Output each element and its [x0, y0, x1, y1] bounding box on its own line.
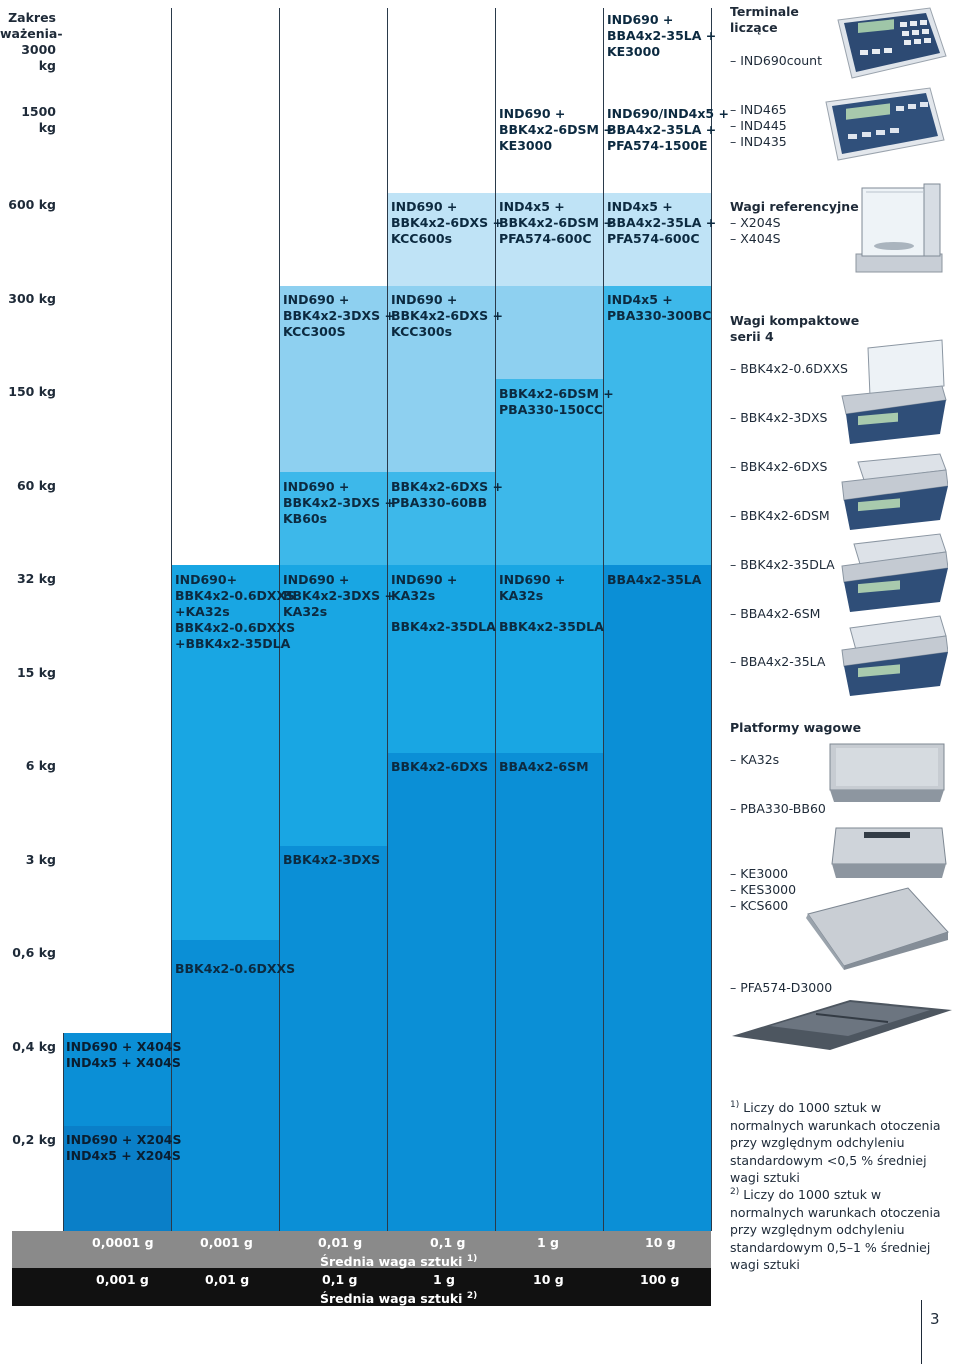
ref-title: Wagi referencyjne: [730, 199, 859, 214]
label-line: IND690 +: [283, 479, 350, 494]
label-col5-32: [499, 572, 565, 604]
compact-scale-large-image: [836, 532, 948, 612]
label-col6-300: [607, 292, 711, 324]
product-item: – BBK4x2-6DXS: [730, 459, 828, 474]
bench-platform-image: [826, 822, 948, 884]
col6-block-32: [603, 565, 711, 1231]
label-line: KB60s: [283, 511, 328, 526]
label-line: PFA574-1500E: [607, 138, 708, 153]
label-line: IND690 +: [499, 572, 566, 587]
label-line: BBK4x2-6DSM +: [499, 215, 614, 230]
label-col4-600: [391, 199, 503, 247]
footer-row1-label: [320, 1251, 477, 1270]
label-line: IND4x5 +: [607, 292, 673, 307]
label-line: IND690+: [175, 572, 238, 587]
footer-row2-val: 1 g: [433, 1272, 455, 1287]
label-line: +BBK4x2-35DLA: [175, 636, 291, 651]
label-line: IND690 +: [283, 292, 350, 307]
product-item: – KA32s: [730, 752, 780, 767]
label-line: IND690 + X404S: [66, 1039, 182, 1054]
column-divider: [711, 8, 712, 1231]
col5-block-6: [495, 753, 603, 1231]
capacity-1500: 1500 kg: [21, 104, 56, 135]
footnote-marker: 1): [730, 1100, 740, 1110]
terminal-ind4xx-image: [820, 84, 948, 162]
label-line: KA32s: [391, 588, 436, 603]
label-line: BBK4x2-0.6DXXS: [175, 588, 296, 603]
footnote-text: Liczy do 1000 sztuk w normalnych warunkach otoczenia przy względnym odchyleniu standardowym <0,5 % średniej wagi sztuki: [730, 1100, 941, 1186]
footer-row2-label: [320, 1288, 477, 1307]
label-line: BBK4x2-6DSM +: [499, 122, 614, 137]
label-line: PFA574-600C: [607, 231, 700, 246]
capacity-header: [0, 10, 63, 74]
footer-label-text: Średnia waga sztuki: [320, 1291, 463, 1307]
label-line: +KA32s: [175, 604, 230, 619]
section-heading: Wagi kompaktowe: [730, 313, 860, 328]
label-line: PBA330-60BB: [391, 495, 488, 510]
capacity-600: 600 kg: [8, 197, 56, 212]
label-line: IND690 +: [499, 106, 566, 121]
label-col5-150: [499, 386, 614, 418]
capacity-header-line: ważenia-: [0, 26, 63, 41]
label-line: BBK4x2-3DXS +: [283, 495, 395, 510]
label-col6-600: [607, 199, 716, 247]
capacity-15: 15 kg: [16, 665, 56, 680]
footer-row1-val: 0,0001 g: [92, 1235, 154, 1250]
capacity-0-2: 0,2 kg: [12, 1132, 56, 1147]
footer-row1-val: 0,001 g: [200, 1235, 253, 1250]
compact-scale-image: [836, 452, 948, 530]
label-line: BBK4x2-6DXS +: [391, 215, 503, 230]
footer-row2-val: 100 g: [640, 1272, 680, 1287]
product-item: – IND690count: [730, 53, 823, 68]
footer-row1-val: 10 g: [645, 1235, 676, 1250]
label-line: IND690 +: [391, 572, 458, 587]
product-item: – BBK4x2-35DLA: [730, 557, 835, 572]
label-line: IND4x5 +: [607, 199, 673, 214]
capacity-header-line: Zakres: [8, 10, 56, 25]
col3-block-3: [279, 846, 387, 1231]
label-line: BBK4x2-3DXS +: [283, 308, 395, 323]
label-line: BBK4x2-6DXS +: [391, 479, 503, 494]
footnote-marker: 2): [466, 1291, 478, 1301]
label-line: BBA4x2-35LA +: [607, 122, 717, 137]
compact-scale-draft-shield-image: [836, 334, 948, 446]
platform-title: Platformy wagowe: [730, 720, 862, 735]
label-line: BBK4x2-3DXS +: [283, 588, 395, 603]
label-line: BBA4x2-35LA +: [607, 215, 717, 230]
capacity-6: 6 kg: [25, 758, 56, 773]
label-col4-300: [391, 292, 503, 340]
footer-label-text: Średnia waga sztuki: [320, 1254, 463, 1270]
capacity-3: 3 kg: [25, 852, 56, 867]
footnote-1: [730, 1097, 956, 1187]
pallet-scale-image: [730, 996, 956, 1052]
label-line: IND4x5 + X204S: [66, 1148, 181, 1163]
page-number-divider: [921, 1300, 922, 1364]
product-item: – KE3000: [730, 866, 789, 881]
product-item: – BBK4x2-6DSM: [730, 508, 830, 523]
label-line: KCC600s: [391, 231, 453, 246]
label-line: PBA330-300BC: [607, 308, 712, 323]
floor-scale-image: [804, 884, 950, 970]
compact-scale-bench-image: [836, 614, 948, 696]
product-item: – IND445: [730, 118, 787, 133]
capacity-150: 150 kg: [8, 384, 56, 399]
product-item: – BBA4x2-35LA: [730, 654, 826, 669]
footer-row2-val: 0,001 g: [96, 1272, 149, 1287]
label-line: BBA4x2-35LA +: [607, 28, 717, 43]
section-heading: serii 4: [730, 329, 774, 344]
label-col4-32b: BBK4x2-35DLA: [391, 619, 496, 634]
capacity-0-6: 0,6 kg: [12, 945, 56, 960]
product-item: – X204S: [730, 215, 781, 230]
page-number: 3: [930, 1310, 940, 1328]
label-line: BBK4x2-6DXS +: [391, 308, 503, 323]
capacity-header-line: 3000 kg: [21, 42, 56, 73]
footer-row2-val: 10 g: [533, 1272, 564, 1287]
label-line: IND4x5 +: [499, 199, 565, 214]
capacity-60: 60 kg: [16, 478, 56, 493]
footer-row2-val: 0,1 g: [322, 1272, 358, 1287]
footnote-2: [730, 1184, 956, 1274]
label-line: KCC300s: [391, 324, 453, 339]
col5-block-300: [495, 286, 603, 379]
label-col4-32: [391, 572, 457, 604]
label-col1-02: [66, 1132, 182, 1164]
capacity-0-4: 0,4 kg: [12, 1039, 56, 1054]
product-item: – KES3000: [730, 882, 797, 897]
label-col2-32: [175, 572, 295, 652]
label-line: PBA330-150CC: [499, 402, 604, 417]
label-line: BBK4x2-0.6DXXS: [175, 620, 296, 635]
label-col3-300: [283, 292, 395, 340]
label-line: KA32s: [499, 588, 544, 603]
label-line: IND690/IND4x5 +: [607, 106, 729, 121]
label-line: IND690 +: [283, 572, 350, 587]
label-col2-06: BBK4x2-0.6DXXS: [175, 961, 296, 976]
product-item: – PFA574-D3000: [730, 980, 833, 995]
label-col3-60: [283, 479, 395, 527]
footnote-marker: 1): [466, 1254, 478, 1264]
capacity-300: 300 kg: [8, 291, 56, 306]
footer-row2-val: 0,01 g: [205, 1272, 250, 1287]
product-item: – BBA4x2-6SM: [730, 606, 821, 621]
label-line: IND690 +: [607, 12, 674, 27]
label-line: KE3000: [499, 138, 553, 153]
col4-block-6: [387, 753, 495, 1231]
label-line: PFA574-600C: [499, 231, 592, 246]
label-col4-6: BBK4x2-6DXS: [391, 759, 489, 774]
label-line: KA32s: [283, 604, 328, 619]
product-item: – IND465: [730, 102, 787, 117]
counting-terminal-image: [830, 6, 948, 82]
product-item: – X404S: [730, 231, 781, 246]
label-line: IND690 + X204S: [66, 1132, 182, 1147]
weighing-platform-image: [826, 738, 948, 806]
col2-block-lower: [171, 940, 279, 1231]
product-item: – BBK4x2-3DXS: [730, 410, 828, 425]
label-line: IND690 +: [391, 292, 458, 307]
label-col5-1500: [499, 106, 614, 154]
product-item: – IND435: [730, 134, 787, 149]
section-heading: liczące: [730, 20, 778, 35]
label-line: KCC300S: [283, 324, 346, 339]
footnote-marker: 2): [730, 1187, 740, 1197]
section-heading: Terminale: [730, 4, 799, 19]
reference-balance-image: [848, 180, 948, 280]
label-col3-3: BBK4x2-3DXS: [283, 852, 381, 867]
footer-row1-val: 0,01 g: [318, 1235, 363, 1250]
product-item: – KCS600: [730, 898, 789, 913]
label-line: BBK4x2-6DSM +: [499, 386, 614, 401]
col6-block-300: [603, 286, 711, 565]
label-col6-32: BBA4x2-35LA: [607, 572, 702, 587]
terminals-title: [730, 4, 799, 36]
footer-row1-val: 0,1 g: [430, 1235, 466, 1250]
label-col5-32b: BBK4x2-35DLA: [499, 619, 604, 634]
product-item: – BBK4x2-0.6DXXS: [730, 361, 848, 376]
label-col1-04: [66, 1039, 182, 1071]
label-line: IND4x5 + X404S: [66, 1055, 181, 1070]
label-col6-top: [607, 12, 716, 60]
product-item: – PBA330-BB60: [730, 801, 826, 816]
footnote-text: Liczy do 1000 sztuk w normalnych warunkach otoczenia przy względnym odchyleniu standardowym 0,5–1 % średniej wagi sztuki: [730, 1187, 941, 1273]
label-col3-32: [283, 572, 395, 620]
label-line: IND690 +: [391, 199, 458, 214]
label-col6-1500: [607, 106, 729, 154]
label-col5-6: BBA4x2-6SM: [499, 759, 589, 774]
column-divider: [63, 1033, 64, 1231]
footer-row1-val: 1 g: [537, 1235, 559, 1250]
label-col5-600: [499, 199, 614, 247]
label-line: KE3000: [607, 44, 661, 59]
capacity-32: 32 kg: [16, 571, 56, 586]
label-col4-60: [391, 479, 503, 511]
